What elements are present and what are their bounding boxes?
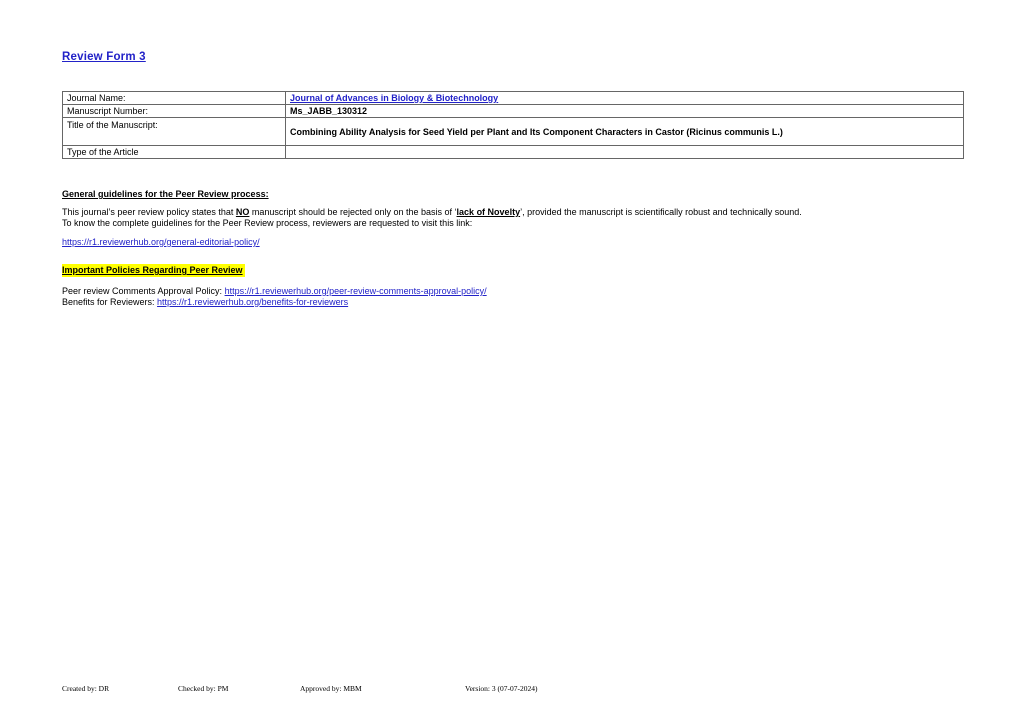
guidelines-line-1 [62,207,802,218]
manuscript-number-value: Ms_JABB_130312 [286,105,964,118]
policy-links-list [62,286,487,307]
footer-created-by: Created by: DR [62,684,110,693]
article-type-label: Type of the Article [63,146,286,159]
table-row-manuscript-title [63,118,964,146]
policy-line-benefits [62,297,487,308]
table-row-journal-name [63,92,964,105]
manuscript-title-label: Title of the Manuscript: [63,118,286,146]
journal-name-cell [286,92,964,105]
journal-name-label: Journal Name: [63,92,286,105]
policies-heading: Important Policies Regarding Peer Review [62,265,243,275]
guidelines-paragraph [62,207,802,229]
footer [62,684,963,696]
footer-checked-by: Checked by: PM [178,684,229,693]
benefits-for-reviewers-link[interactable]: https://r1.reviewerhub.org/benefits-for-reviewers [157,296,349,307]
journal-name-link[interactable]: Journal of Advances in Biology & Biotechnology [290,93,499,103]
guidelines-novelty-emphasis: lack of Novelty [456,207,521,217]
benefits-for-reviewers-label: Benefits for Reviewers: [62,296,158,307]
guidelines-heading: General guidelines for the Peer Review process: [62,189,269,199]
manuscript-number-label: Manuscript Number: [63,105,286,118]
footer-version: Version: 3 (07-07-2024) [465,684,538,693]
manuscript-info-table [62,91,964,159]
guidelines-no-emphasis: NO [235,207,250,217]
guidelines-line-2: To know the complete guidelines for the Peer Review process, reviewers are requested to visit this link: [62,218,473,228]
table-row-manuscript-number [63,105,964,118]
manuscript-title-value: Combining Ability Analysis for Seed Yield per Plant and Its Component Characters in Castor (Ricinus communis L.) [286,118,964,146]
policies-heading-wrap [62,265,245,275]
footer-approved-by: Approved by: MBM [300,684,362,693]
guidelines-text-part-1: This journal’s peer review policy states that [62,207,236,217]
comments-approval-policy-link[interactable]: https://r1.reviewerhub.org/peer-review-comments-approval-policy/ [224,286,487,296]
guidelines-text-part-3: ’, provided the manuscript is scientifically robust and technically sound. [520,207,802,217]
guidelines-text-part-2: manuscript should be rejected only on the basis of ‘ [249,207,457,217]
table-row-article-type [63,146,964,159]
article-type-value [286,146,964,159]
general-editorial-policy-link[interactable]: https://r1.reviewerhub.org/general-editorial-policy/ [62,237,260,247]
policy-line-comments-approval [62,286,487,297]
comments-approval-policy-label: Peer review Comments Approval Policy: [62,286,225,296]
page-title: Review Form 3 [62,51,146,63]
